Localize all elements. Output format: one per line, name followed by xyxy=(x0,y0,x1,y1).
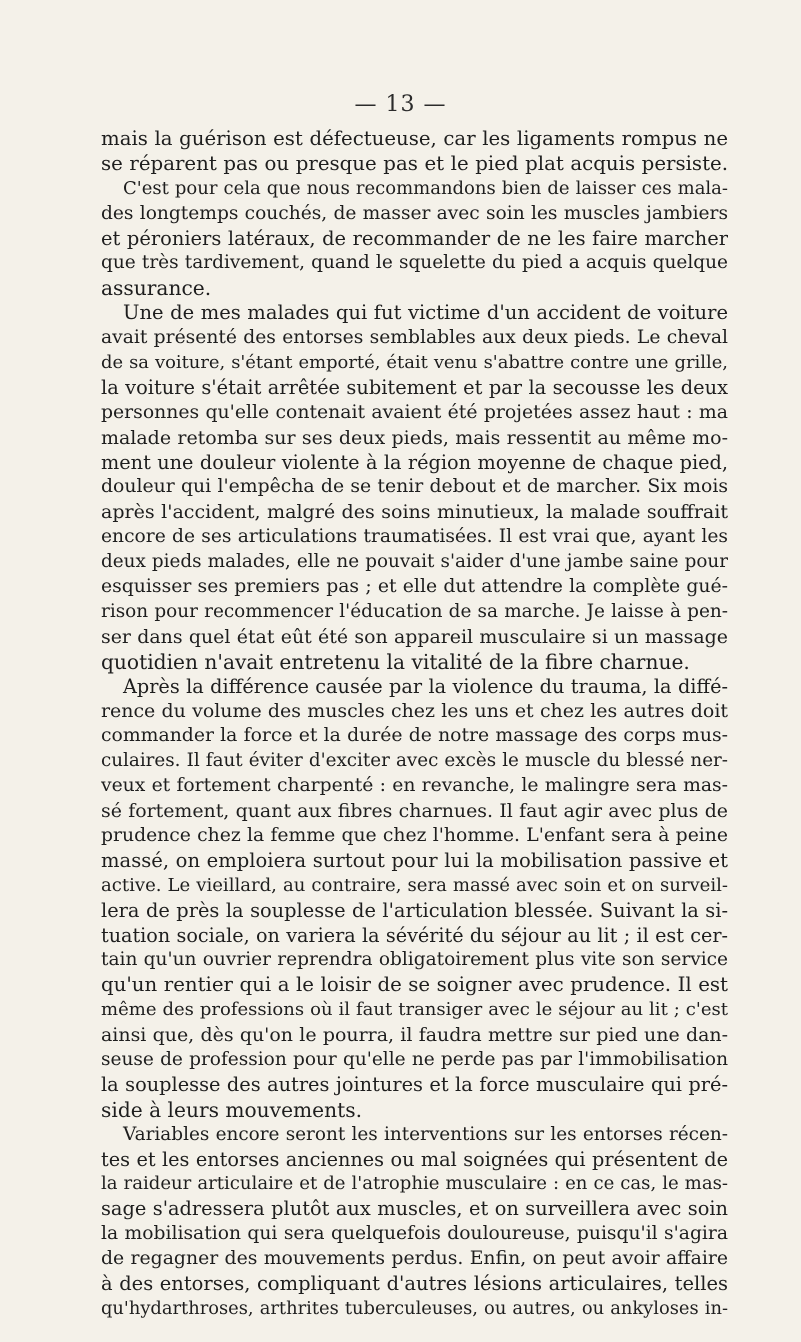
text-line: qu'un rentier qui a le loisir de se soigner avec prudence. Il est xyxy=(101,973,728,997)
text-line: tain qu'un ouvrier reprendra obligatoirement plus vite son service xyxy=(101,949,728,971)
text-line: Variables encore seront les interventions sur les entorses récen- xyxy=(123,1123,728,1145)
text-line: Après la différence causée par la violence du trauma, la diffé- xyxy=(123,674,728,698)
text-line: et péroniers latéraux, de recommander de ne les faire marcher xyxy=(101,226,728,250)
text-line: de sa voiture, s'étant emporté, était venu s'abattre contre une grille, xyxy=(101,352,728,374)
text-line: Une de mes malades qui fut victime d'un accident de voiture xyxy=(123,301,728,325)
text-line: la mobilisation qui sera quelquefois douloureuse, puisqu'il s'agira xyxy=(101,1223,728,1245)
text-line: personnes qu'elle contenait avaient été projetées assez haut : ma xyxy=(101,401,728,423)
text-line: des longtemps couchés, de masser avec soin les muscles jambiers xyxy=(101,202,728,224)
text-line: rison pour recommencer l'éducation de sa marche. Je laisse à pen- xyxy=(101,600,728,622)
text-line: deux pieds malades, elle ne pouvait s'aider d'une jambe saine pour xyxy=(101,551,728,573)
text-line: après l'accident, malgré des soins minutieux, la malade souffrait xyxy=(101,501,728,524)
text-line: se réparent pas ou presque pas et le pied plat acquis persiste. xyxy=(101,151,728,175)
text-line: lera de près la souplesse de l'articulation blessée. Suivant la si- xyxy=(101,898,728,922)
text-line: culaires. Il faut éviter d'exciter avec excès le muscle du blessé ner- xyxy=(101,750,728,772)
text-line: même des professions où il faut transiger avec le séjour au lit ; c'est xyxy=(101,999,728,1021)
text-line: la raideur articulaire et de l'atrophie musculaire : en ce cas, le mas- xyxy=(101,1173,728,1195)
text-line: rence du volume des muscles chez les uns et chez les autres doit xyxy=(101,700,728,723)
text-line: avait présenté des entorses semblables aux deux pieds. Le cheval xyxy=(101,327,728,349)
text-line: sé fortement, quant aux fibres charnues. Il faut agir avec plus de xyxy=(101,800,728,823)
text-line: malade retomba sur ses deux pieds, mais ressentit au même mo- xyxy=(101,426,728,449)
text-line: commander la force et la durée de notre massage des corps mus- xyxy=(101,725,728,747)
text-line: seuse de profession pour qu'elle ne perde pas par l'immobilisation xyxy=(101,1048,728,1070)
text-line: encore de ses articulations traumatisées. Il est vrai que, ayant les xyxy=(101,526,728,548)
text-line: mais la guérison est défectueuse, car les ligaments rompus ne xyxy=(101,127,728,150)
body-text xyxy=(101,127,728,1322)
text-line: esquisser ses premiers pas ; et elle dut attendre la complète gué- xyxy=(101,576,728,598)
text-line: quotidien n'avait entretenu la vitalité de la fibre charnue. xyxy=(101,649,690,674)
page-number: — 13 — xyxy=(354,92,447,117)
text-line: massé, on emploiera surtout pour lui la mobilisation passive et xyxy=(101,848,728,872)
text-line: tes et les entorses anciennes ou mal soignées qui présentent de xyxy=(101,1147,728,1171)
text-line: side à leurs mouvements. xyxy=(101,1097,363,1122)
text-line: ment une douleur violente à la région moyenne de chaque pied, xyxy=(101,450,728,474)
text-line: que très tardivement, quand le squelette du pied a acquis quelque xyxy=(101,252,728,274)
text-line: ser dans quel état eût été son appareil musculaire si un massage xyxy=(101,625,728,648)
text-line: la voiture s'était arrêtée subitement et par la secousse les deux xyxy=(101,375,728,399)
text-line: ainsi que, dès qu'on le pourra, il faudra mettre sur pied une dan- xyxy=(101,1024,728,1047)
text-line: à des entorses, compliquant d'autres lésions articulaires, telles xyxy=(101,1271,728,1295)
text-line: tuation sociale, on variera la sévérité du séjour au lit ; il est cer- xyxy=(101,923,728,947)
text-line: sage s'adressera plutôt aux muscles, et on surveillera avec soin xyxy=(101,1197,728,1221)
text-line: qu'hydarthroses, arthrites tuberculeuses, ou autres, ou ankyloses in- xyxy=(101,1297,728,1319)
text-line: assurance. xyxy=(101,276,212,301)
text-line: veux et fortement charpenté : en revanche, le malingre sera mas- xyxy=(101,775,728,797)
text-line: douleur qui l'empêcha de se tenir debout et de marcher. Six mois xyxy=(101,476,728,498)
text-line: de regagner des mouvements perdus. Enfin, on peut avoir affaire xyxy=(101,1248,728,1270)
text-line: prudence chez la femme que chez l'homme. L'enfant sera à peine xyxy=(101,824,728,846)
text-line: la souplesse des autres jointures et la force musculaire qui pré- xyxy=(101,1072,728,1096)
text-line: active. Le vieillard, au contraire, sera massé avec soin et on surveil- xyxy=(101,874,728,896)
text-line: C'est pour cela que nous recommandons bien de laisser ces mala- xyxy=(123,177,728,199)
